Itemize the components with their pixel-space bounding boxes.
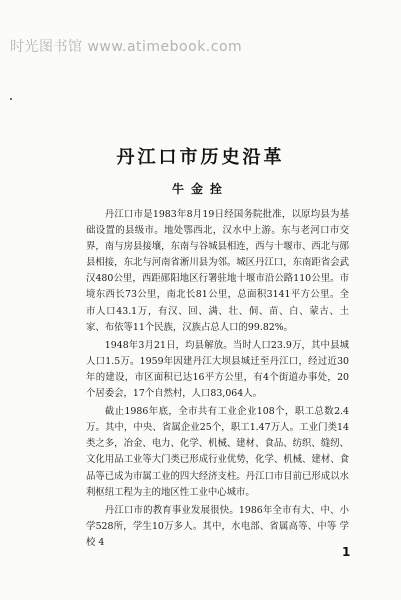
article-body [86,207,349,553]
page-number: 1 [342,545,351,559]
page-title: 丹江口市历史沿革 [116,147,285,168]
scan-speck [10,98,12,100]
watermark-text: 时光图书馆 www.atimebook.com [10,39,243,55]
author-name: 牛金拴 [171,182,229,196]
paragraph-2: 1948年3月21日，均县解放。当时人口23.9万，其中县城人口1.5万。1959年因建丹江大坝县城迁至丹江口，经过近30年的建设，市区面积已达16平方公里，有4个街道办事处，20个居委会，17个自然村，人口83,064人。 [86,339,349,400]
paragraph-1: 丹江口市是1983年8月19日经国务院批准，以原均县为基础设置的县级市。地处鄂西北，汉水中上游。东与老河口市交界，南与房县接壤，东南与谷城县相连，西与十堰市、西北与郧县相接，东北与河南省淅川县为邻。城区丹江口，东南距省会武汉480公里，西距郧阳地区行署驻地十堰市沿公路110公里。市境东西长73公里，南北长81公里，总面积3141平方公里。全市人口43.1万，有汉、回、满、壮、侗、苗、白、蒙古、土家、布依等11个民族，汉族占总人口的99.82%。 [86,209,349,333]
paragraph-4: 丹江口市的教育事业发展很快。1986年全市有大、中、小学528所，学生10万多人。其中，水电部、省属高等、中等 学校 4 [86,504,349,548]
paragraph-3: 截止1986年底，全市共有工业企业108个，职工总数2.4万。其中，中央、省属企业25个，职工1.47万人。工业门类14类之多，冶金、电力、化学、机械、建材、食品、纺织、缝纫、文化用品工业等大门类已形成行业优势，化学、机械、建材、食品等已成为市属工业的四大经济支柱。丹江口市目前已形成以水利枢纽工程为主的地区性工业中心城市。 [86,406,349,498]
